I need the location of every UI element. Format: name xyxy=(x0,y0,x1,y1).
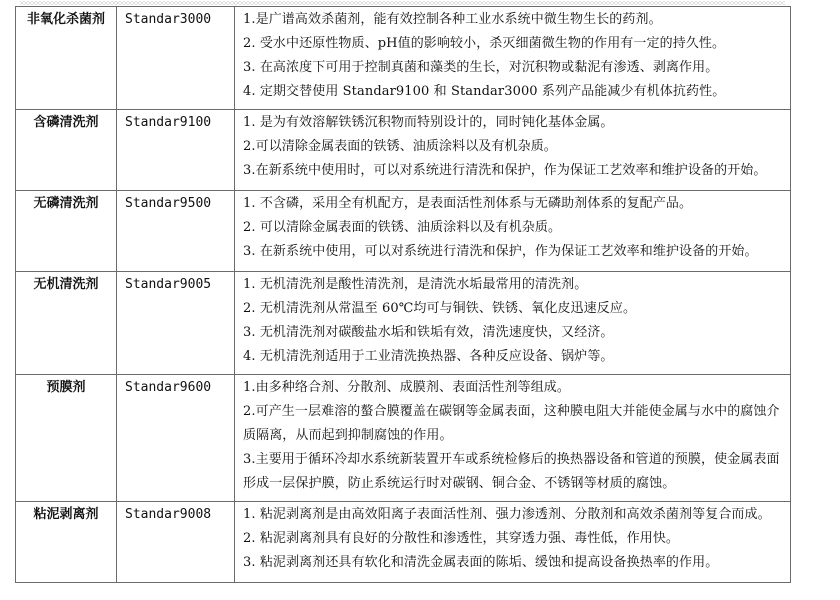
product-category: 无机清洗剂 xyxy=(16,272,117,375)
product-category: 含磷清洗剂 xyxy=(16,110,117,191)
product-spec-table xyxy=(15,6,791,583)
product-category: 非氧化杀菌剂 xyxy=(16,7,117,110)
product-description xyxy=(235,110,791,191)
table-row xyxy=(16,191,791,272)
product-description xyxy=(235,272,791,375)
description-line: 4. 定期交替使用 Standar9100 和 Standar3000 系列产品能减少有机体抗药性。 xyxy=(243,84,726,99)
description-line: 2.可以清除金属表面的铁锈、油质涂料以及有机杂质。 xyxy=(243,139,557,154)
description-line: 2.可产生一层难溶的螯合膜覆盖在碳钢等金属表面，这种膜电阻大并能使金属与水中的腐蚀介质隔离，从而起到抑制腐蚀的作用。 xyxy=(243,404,780,443)
description-line: 3. 无机清洗剂对碳酸盐水垢和铁垢有效，清洗速度快，又经济。 xyxy=(243,325,614,340)
description-line: 2. 粘泥剥离剂具有良好的分散性和渗透性，其穿透力强、毒性低，作用快。 xyxy=(243,531,680,546)
torn-page-edge xyxy=(20,1,785,5)
product-model: Standar9100 xyxy=(117,110,235,191)
description-line: 1.由多种络合剂、分散剂、成膜剂、表面活性剂等组成。 xyxy=(243,380,571,395)
product-description xyxy=(235,7,791,110)
table-row xyxy=(16,375,791,502)
description-line: 1.是广谱高效杀菌剂，能有效控制各种工业水系统中微生物生长的药剂。 xyxy=(243,12,662,27)
product-description xyxy=(235,502,791,583)
product-category: 预膜剂 xyxy=(16,375,117,502)
table-row xyxy=(16,7,791,110)
product-category: 无磷清洗剂 xyxy=(16,191,117,272)
description-line: 2. 受水中还原性物质、pH值的影响较小，杀灭细菌微生物的作用有一定的持久性。 xyxy=(243,36,726,51)
description-line: 4. 无机清洗剂适用于工业清洗换热器、各种反应设备、锅炉等。 xyxy=(243,349,614,364)
description-line: 3. 粘泥剥离剂还具有软化和清洗金属表面的陈垢、缓蚀和提高设备换热率的作用。 xyxy=(243,555,719,570)
product-model: Standar3000 xyxy=(117,7,235,110)
description-line: 2. 可以清除金属表面的铁锈、油质涂料以及有机杂质。 xyxy=(243,220,562,235)
description-line: 3. 在新系统中使用，可以对系统进行清洗和保护，作为保证工艺效率和维护设备的开始。 xyxy=(243,244,758,259)
description-line: 3.在新系统中使用时，可以对系统进行清洗和保护，作为保证工艺效率和维护设备的开始。 xyxy=(243,163,767,178)
description-line: 2. 无机清洗剂从常温至 60℃均可与铜铁、铁锈、氧化皮迅速反应。 xyxy=(243,301,637,316)
product-model: Standar9008 xyxy=(117,502,235,583)
description-line: 3.主要用于循环冷却水系统新装置开车或系统检修后的换热器设备和管道的预膜，使金属表面形成一层保护膜，防止系统运行时对碳钢、铜合金、不锈钢等材质的腐蚀。 xyxy=(243,452,780,491)
table-row xyxy=(16,272,791,375)
table-row xyxy=(16,110,791,191)
product-description xyxy=(235,375,791,502)
product-description xyxy=(235,191,791,272)
description-line: 1. 不含磷，采用全有机配方，是表面活性剂体系与无磷助剂体系的复配产品。 xyxy=(243,196,693,211)
product-model: Standar9500 xyxy=(117,191,235,272)
product-model: Standar9600 xyxy=(117,375,235,502)
description-line: 1. 无机清洗剂是酸性清洗剂，是清洗水垢最常用的清洗剂。 xyxy=(243,277,588,292)
table-row xyxy=(16,502,791,583)
product-model: Standar9005 xyxy=(117,272,235,375)
description-line: 1. 是为有效溶解铁锈沉积物而特别设计的，同时钝化基体金属。 xyxy=(243,115,614,130)
description-line: 3. 在高浓度下可用于控制真菌和藻类的生长，对沉积物或黏泥有渗透、剥离作用。 xyxy=(243,60,719,75)
description-line: 1. 粘泥剥离剂是由高效阳离子表面活性剂、强力渗透剂、分散剂和高效杀菌剂等复合而成。 xyxy=(243,507,771,522)
product-category: 粘泥剥离剂 xyxy=(16,502,117,583)
